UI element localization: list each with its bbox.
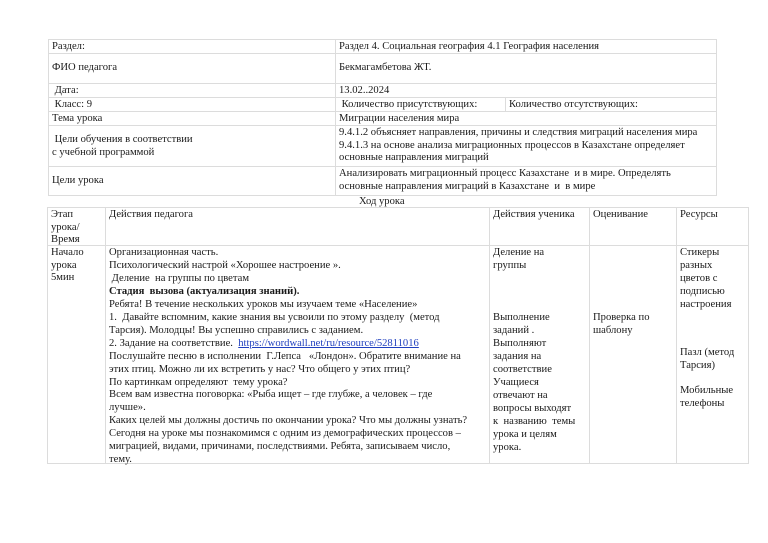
column-header-teacher-actions: Действия педагога xyxy=(109,209,193,220)
divider xyxy=(716,39,717,196)
column-header-assessment: Оценивание xyxy=(593,209,648,220)
learning-objectives-label: Цели обучения в соответствии с учебной программой xyxy=(52,134,193,158)
assessment-cell: Проверка по шаблону xyxy=(593,312,650,336)
lesson-goals-label: Цели урока xyxy=(52,175,104,186)
resources-stickers: Стикеры разных цветов с подписью настроения xyxy=(680,247,732,310)
grade-label: Класс: 9 xyxy=(52,99,92,110)
teacher-name-value: Бекмагамбетова ЖТ. xyxy=(339,62,432,73)
absent-count-label: Количество отсутствующих: xyxy=(509,99,638,110)
resources-puzzle: Пазл (метод Тарсия) xyxy=(680,347,735,371)
lesson-goals-value: Анализировать миграционный процесс Казахстане и в мире. Определять основные направления миграций в Казахстане и в мире xyxy=(339,168,671,192)
learning-objectives-value: 9.4.1.2 объясняет направления, причины и следствия миграций населения мира 9.4.1.3 на основе анализа миграционных процессов в Казахстане определяет основные направления миграций xyxy=(339,127,698,164)
matching-task-line: 2. Задание на соответствие. https://wordwall.net/ru/resource/52811016 xyxy=(109,337,419,349)
wordwall-resource-link[interactable]: https://wordwall.net/ru/resource/52811016 xyxy=(238,337,419,349)
lesson-topic-value: Миграции населения мира xyxy=(339,113,460,124)
resources-phones: Мобильные телефоны xyxy=(680,385,734,409)
column-header-student-actions: Действия ученика xyxy=(493,209,575,220)
section-label: Раздел: xyxy=(52,41,85,52)
teacher-name-label: ФИО педагога xyxy=(52,62,118,73)
date-value: 13.02..2024 xyxy=(339,85,390,96)
lesson-progress-title: Ход урока xyxy=(359,196,405,207)
present-count-label: Количество присутствующих: xyxy=(339,99,478,110)
student-actions-tasks: Выполнение заданий . Выполняют задания на соответствие Учащиеся отвечают на вопросы выходят к названию темы урока и целям урока. xyxy=(493,312,576,453)
date-label: Дата: xyxy=(52,85,79,96)
divider xyxy=(748,207,749,464)
column-header-stage: Этап урока/ Время xyxy=(51,209,80,246)
lesson-topic-label: Тема урока xyxy=(52,113,103,124)
column-header-resources: Ресурсы xyxy=(680,209,718,220)
section-value: Раздел 4. Социальная география 4.1 География населения xyxy=(339,41,600,52)
student-actions-grouping: Деление на группы xyxy=(493,247,545,271)
stage-cell: Начало урока 5мин xyxy=(51,247,84,284)
teacher-actions-cell: Организационная часть. Психологический настрой «Хорошее настроение ». Деление на группы по цветам Стадия вызова (актуализация знаний). Ребята! В течение нескольких уроков мы изучаем теме «Население» 1. Давайте вспомним, какие знания вы усвоили по этому разделу (метод Тарсия). Молодцы! Вы успешно справились с заданием. 2. Задание на соответствие. https://wordwall.net/ru/resource/52811016 Послушайте песню в исполнении Г.Лепса «Лондон». Обратите внимание на этих птиц. Можно ли их встретить у нас? Что общего у этих птиц? По картинкам определяют тему урока? Всем вам известна поговорка: «Рыба ищет – где глубже, а человек – где лучше». Каких целей мы должны достичь по окончании урока? Что мы должны узнать? Сегодня на уроке мы познакомимся с одним из демографических процессов – миграцией, видами, причинами, последствиями. Ребята, записываем число, тему. xyxy=(109,247,468,466)
